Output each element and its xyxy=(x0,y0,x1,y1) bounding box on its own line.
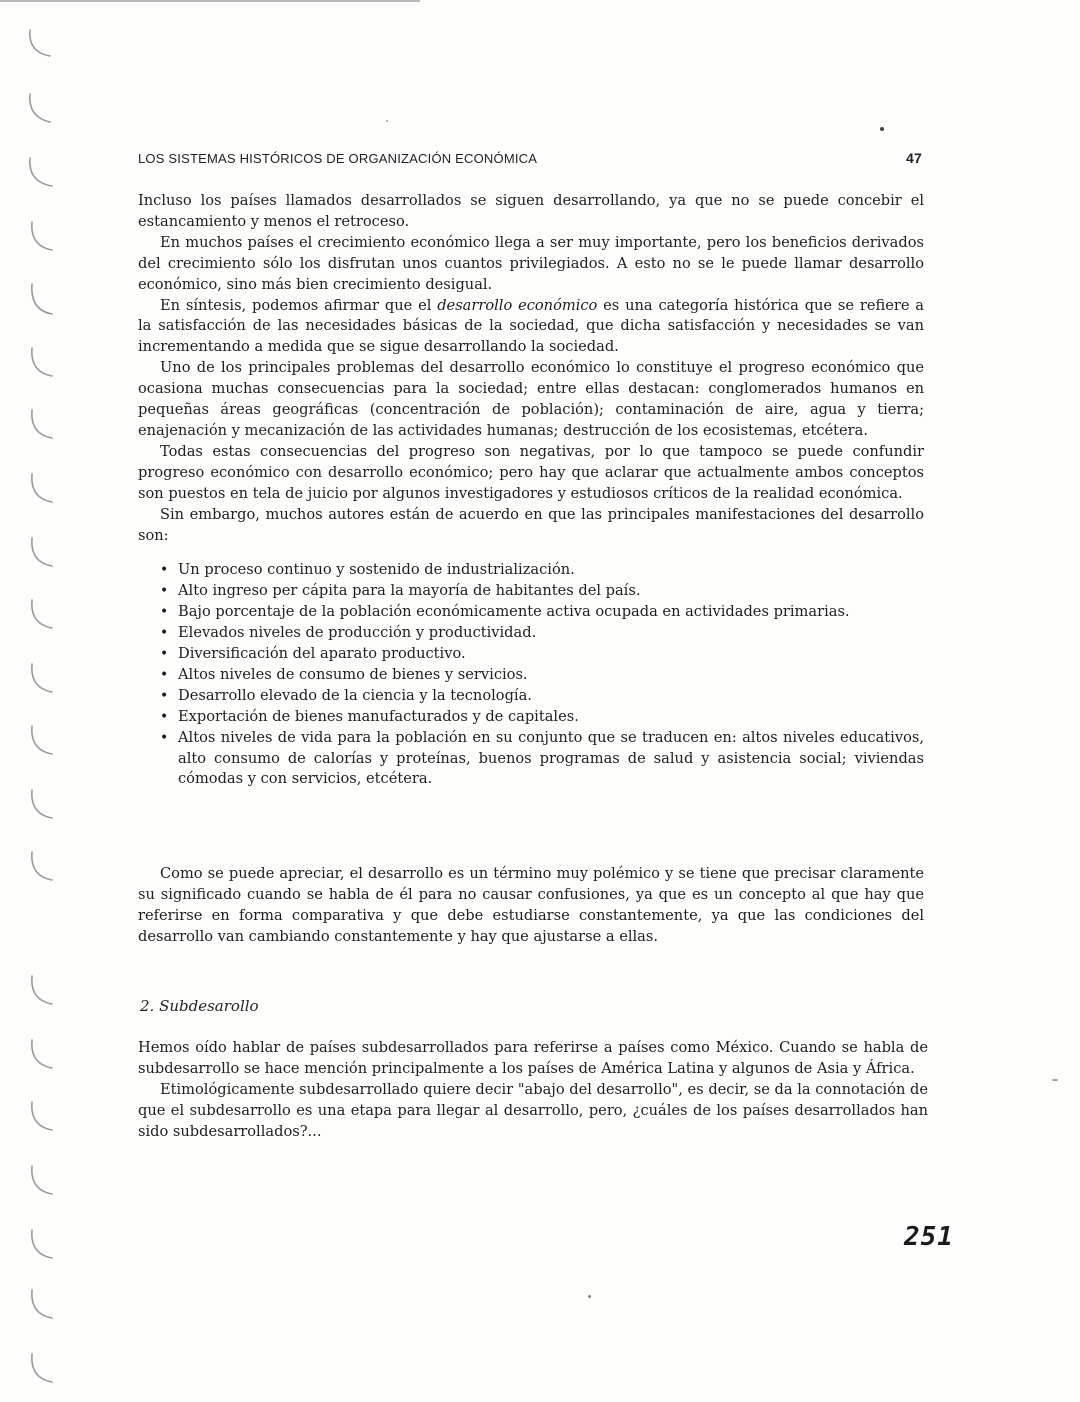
paragraph-text: es una categoría histórica que se refiere a la satisfacción de las necesidades básicas de la sociedad, que dicha satisfacción y necesidades se van incrementando a medida que se sigue desarrollando la sociedad. xyxy=(138,296,924,356)
page-number: 47 xyxy=(906,150,922,166)
running-title: LOS SISTEMAS HISTÓRICOS DE ORGANIZACIÓN ECONÓMICA xyxy=(138,151,538,166)
binding-hole-marks xyxy=(0,0,70,1398)
paragraph: Uno de los principales problemas del desarrollo económico lo constituye el progreso económico que ocasiona muchas consecuencias para la sociedad; entre ellas destacan: conglomerados humanos en pequeñas áreas geográficas (concentración de población); contaminación de aire, agua y tierra; enajenación y mecanización de las actividades humanas; destrucción de los ecosistemas, etcétera. xyxy=(138,359,924,439)
scan-speck xyxy=(1052,1079,1058,1081)
paragraph: Como se puede apreciar, el desarrollo es un término muy polémico y se tiene que precisar claramente su significado cuando se habla de él para no causar confusiones, ya que es un concepto al que hay que referirse en forma comparativa y que debe estudiarse constantemente, ya que las condiciones del desarrollo van cambiando constantemente y hay que ajustarse a ellas. xyxy=(138,865,924,945)
section-heading: 2. Subdesarollo xyxy=(140,997,259,1015)
list-item: • Un proceso continuo y sostenido de industrialización. xyxy=(160,560,924,581)
emphasized-term: desarrollo económico xyxy=(437,296,598,314)
scan-speck xyxy=(880,127,884,131)
list-item: • Desarrollo elevado de la ciencia y la tecnología. xyxy=(160,686,924,707)
binding-marks-graphic xyxy=(0,0,70,1398)
scan-speck xyxy=(386,120,388,122)
list-item: • Alto ingreso per cápita para la mayoría de habitantes del país. xyxy=(160,581,924,602)
list-item: • Exportación de bienes manufacturados y de capitales. xyxy=(160,707,924,728)
paragraph: Incluso los países llamados desarrollados se siguen desarrollando, ya que no se puede concebir el estancamiento y menos el retroceso. xyxy=(138,192,924,230)
list-item: • Bajo porcentaje de la población económicamente activa ocupada en actividades primarias. xyxy=(160,602,924,623)
folio-number: 251 xyxy=(904,1222,954,1252)
running-header xyxy=(138,150,922,166)
paragraph: Todas estas consecuencias del progreso son negativas, por lo que tampoco se puede confundir progreso económico con desarrollo económico; pero hay que aclarar que actualmente ambos conceptos son puestos en tela de juicio por algunos investigadores y estudiosos críticos de la realidad económica. xyxy=(138,442,924,502)
main-body-text xyxy=(138,191,924,790)
paragraph-text: En síntesis, podemos afirmar que el xyxy=(160,296,438,314)
paragraph: En muchos países el crecimiento económico llega a ser muy importante, pero los beneficios derivados del crecimiento sólo los disfrutan unos cuantos privilegiados. A esto no se le puede llamar desarrollo económico, sino más bien crecimiento desigual. xyxy=(138,233,924,293)
paragraph: Etimológicamente subdesarrollado quiere decir "abajo del desarrollo", es decir, se da la connotación de que el subdesarrollo es una etapa para llegar al desarrollo, pero, ¿cuáles de los países desarrollados han sido subdesarrollados?... xyxy=(138,1080,928,1140)
paragraph xyxy=(138,296,924,359)
paragraph: Hemos oído hablar de países subdesarrollados para referirse a países como México. Cuando se habla de subdesarrollo se hace mención principalmente a los países de América Latina y algunos de Asia y África. xyxy=(138,1039,928,1077)
list-item: • Altos niveles de consumo de bienes y servicios. xyxy=(160,665,924,686)
closing-paragraph-block xyxy=(138,864,924,948)
manifestations-list xyxy=(138,560,924,790)
list-item: • Diversificación del aparato productivo. xyxy=(160,644,924,665)
paragraph: Sin embargo, muchos autores están de acuerdo en que las principales manifestaciones del desarrollo son: xyxy=(138,505,924,544)
list-item: • Elevados niveles de producción y productividad. xyxy=(160,623,924,644)
scan-speck xyxy=(588,1295,591,1298)
list-item: • Altos niveles de vida para la población en su conjunto que se traducen en: altos niveles educativos, alto consumo de calorías y proteínas, buenos programas de salud y asistencia social; viviendas cómodas y con servicios, etcétera. xyxy=(160,728,924,791)
section-body-text xyxy=(138,1038,928,1143)
